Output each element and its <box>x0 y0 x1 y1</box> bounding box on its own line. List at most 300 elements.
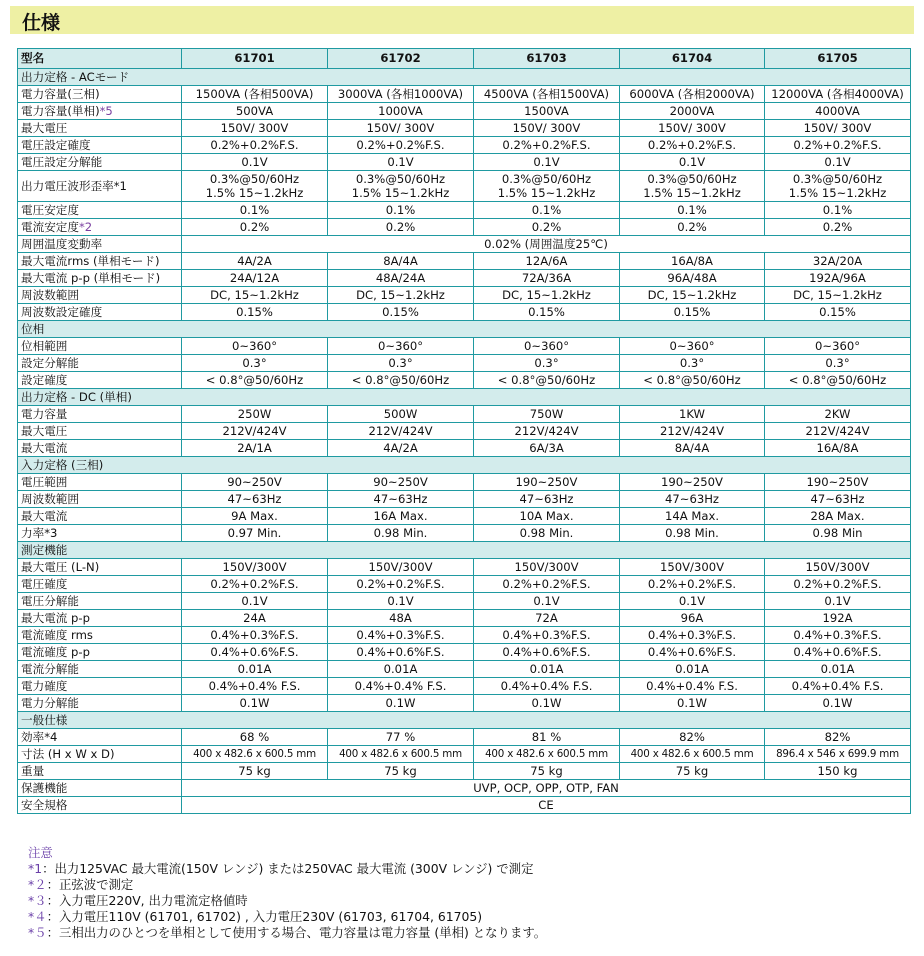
note-item <box>28 893 546 909</box>
table-cell <box>474 171 620 202</box>
table-cell: 150V/ 300V <box>474 120 620 137</box>
row-label-text: 最大電流 <box>21 441 68 455</box>
table-cell: 0.98 Min. <box>474 525 620 542</box>
table-cell: 75 kg <box>182 763 328 780</box>
table-cell: 16A Max. <box>328 508 474 525</box>
row-label <box>18 576 182 593</box>
table-cell: 0.4%+0.3%F.S. <box>328 627 474 644</box>
table-cell: 1000VA <box>328 103 474 120</box>
table-cell: 12000VA (各相4000VA) <box>765 86 911 103</box>
row-label <box>18 154 182 171</box>
row-label-text: 電圧設定分解能 <box>21 155 103 169</box>
table-row <box>18 508 911 525</box>
table-cell: DC, 15~1.2kHz <box>620 287 765 304</box>
table-cell: 0.01A <box>765 661 911 678</box>
table-cell: 90~250V <box>328 474 474 491</box>
table-cell: 0.3° <box>620 355 765 372</box>
table-cell: 0.3° <box>474 355 620 372</box>
row-label <box>18 219 182 236</box>
table-cell: 0.1V <box>474 154 620 171</box>
row-label <box>18 103 182 120</box>
row-label-text: 電流確度 p-p <box>21 645 90 659</box>
table-cell: 16A/8A <box>620 253 765 270</box>
cell-line: 0.3%@50/60Hz <box>355 172 446 186</box>
table-cell: 0.1W <box>328 695 474 712</box>
table-cell: 0.98 Min <box>765 525 911 542</box>
table-cell: 250W <box>182 406 328 423</box>
row-label-text: 出力電圧波形歪率*1 <box>21 179 127 193</box>
table-cell: 82% <box>620 729 765 746</box>
note-text: ：三相出力のひとつを単相として使用する場合、電力容量は電力容量 (単相) となります。 <box>46 925 547 940</box>
note-item <box>28 909 546 925</box>
table-cell: 32A/20A <box>765 253 911 270</box>
table-cell: 72A <box>474 610 620 627</box>
table-cell: 0.2% <box>474 219 620 236</box>
row-label-text: 電圧設定確度 <box>21 138 91 152</box>
table-row <box>18 576 911 593</box>
table-cell: 2A/1A <box>182 440 328 457</box>
table-cell: 1500VA (各相500VA) <box>182 86 328 103</box>
section-title: 測定機能 <box>18 542 911 559</box>
table-cell: 150 kg <box>765 763 911 780</box>
table-cell: 150V/300V <box>765 559 911 576</box>
table-row <box>18 593 911 610</box>
table-cell: 150V/ 300V <box>765 120 911 137</box>
table-cell: 0.15% <box>182 304 328 321</box>
row-label-text: 電力容量(単相) <box>21 104 100 118</box>
table-cell: 0.4%+0.6%F.S. <box>328 644 474 661</box>
table-row <box>18 627 911 644</box>
row-label <box>18 137 182 154</box>
table-row <box>18 137 911 154</box>
row-label-text: 寸法 (H x W x D) <box>21 747 115 761</box>
table-cell: 0.1W <box>474 695 620 712</box>
row-label-text: 力率*3 <box>21 526 58 540</box>
header-cell: 61704 <box>620 49 765 69</box>
section-title: 入力定格 (三相) <box>18 457 911 474</box>
header-cell: 型名 <box>18 49 182 69</box>
row-label-text: 電圧分解能 <box>21 594 79 608</box>
table-row <box>18 559 911 576</box>
table-cell: 0.2%+0.2%F.S. <box>620 137 765 154</box>
cell-line: 1.5% 15~1.2kHz <box>351 186 450 200</box>
header-row <box>18 49 911 69</box>
row-label-text: 電力確度 <box>21 679 68 693</box>
row-label <box>18 729 182 746</box>
table-cell <box>765 171 911 202</box>
table-cell: 0~360° <box>620 338 765 355</box>
table-cell: DC, 15~1.2kHz <box>328 287 474 304</box>
row-label-ref: *2 <box>78 220 93 234</box>
table-cell <box>182 171 328 202</box>
table-cell: 12A/6A <box>474 253 620 270</box>
section-title: 出力定格 - DC (単相) <box>18 389 911 406</box>
table-cell: 150V/ 300V <box>328 120 474 137</box>
table-cell: 0.02% (周囲温度25℃) <box>182 236 911 253</box>
table-cell: 47~63Hz <box>328 491 474 508</box>
table-row <box>18 372 911 389</box>
row-label-text: 保護機能 <box>21 781 68 795</box>
table-row <box>18 695 911 712</box>
row-label-ref: *5 <box>99 104 113 118</box>
table-cell: 150V/300V <box>474 559 620 576</box>
table-cell: 400 x 482.6 x 600.5 mm <box>328 746 474 763</box>
table-row <box>18 120 911 137</box>
table-cell: 68 % <box>182 729 328 746</box>
section-title: 出力定格 - ACモード <box>18 69 911 86</box>
table-cell: 47~63Hz <box>620 491 765 508</box>
row-label-text: 電流分解能 <box>21 662 79 676</box>
note-mark: *５ <box>28 925 47 940</box>
table-cell: 48A <box>328 610 474 627</box>
row-label <box>18 763 182 780</box>
table-cell: 0.1V <box>328 154 474 171</box>
table-cell: DC, 15~1.2kHz <box>765 287 911 304</box>
row-label <box>18 474 182 491</box>
table-cell: 0.1V <box>620 154 765 171</box>
table-row <box>18 780 911 797</box>
row-label-text: 最大電流 p-p (単相モード) <box>21 271 161 285</box>
header-cell: 61702 <box>328 49 474 69</box>
section-row <box>18 69 911 86</box>
note-text: ：出力125VAC 最大電流(150V レンジ) または250VAC 最大電流 (300V レンジ) で測定 <box>42 861 534 876</box>
table-cell: 47~63Hz <box>765 491 911 508</box>
cell-line: 1.5% 15~1.2kHz <box>497 186 596 200</box>
table-cell <box>328 171 474 202</box>
table-cell: 400 x 482.6 x 600.5 mm <box>182 746 328 763</box>
table-cell: 0.01A <box>328 661 474 678</box>
row-label <box>18 661 182 678</box>
table-cell: 0.3° <box>765 355 911 372</box>
table-cell: 0.4%+0.6%F.S. <box>474 644 620 661</box>
table-row <box>18 236 911 253</box>
table-cell: 150V/ 300V <box>620 120 765 137</box>
table-cell: 1KW <box>620 406 765 423</box>
table-row <box>18 746 911 763</box>
table-cell: 0.4%+0.6%F.S. <box>620 644 765 661</box>
row-label-text: 周波数設定確度 <box>21 305 103 319</box>
table-cell: 0.15% <box>765 304 911 321</box>
row-label-text: 効率*4 <box>21 730 58 744</box>
table-cell: 0.98 Min. <box>620 525 765 542</box>
row-label <box>18 236 182 253</box>
note-text: ：正弦波で測定 <box>46 877 134 892</box>
table-cell: 0.1W <box>182 695 328 712</box>
row-label-text: 最大電流 <box>21 509 68 523</box>
table-row <box>18 678 911 695</box>
table-cell: 75 kg <box>620 763 765 780</box>
table-row <box>18 154 911 171</box>
note-item <box>28 925 546 941</box>
table-cell: 0.2%+0.2%F.S. <box>765 137 911 154</box>
table-cell: 400 x 482.6 x 600.5 mm <box>620 746 765 763</box>
row-label <box>18 406 182 423</box>
row-label <box>18 423 182 440</box>
row-label <box>18 491 182 508</box>
row-label <box>18 695 182 712</box>
row-label-text: 最大電圧 (L-N) <box>21 560 100 574</box>
table-cell: 0.1% <box>328 202 474 219</box>
table-cell: 82% <box>765 729 911 746</box>
row-label <box>18 355 182 372</box>
table-cell: 9A Max. <box>182 508 328 525</box>
note-mark: *４ <box>28 909 47 924</box>
table-cell: 8A/4A <box>328 253 474 270</box>
table-cell <box>620 171 765 202</box>
table-cell: 150V/300V <box>328 559 474 576</box>
table-cell: 72A/36A <box>474 270 620 287</box>
table-cell: 750W <box>474 406 620 423</box>
table-cell: 190~250V <box>765 474 911 491</box>
table-cell: 150V/300V <box>182 559 328 576</box>
table-row <box>18 797 911 814</box>
table-cell: 0.2%+0.2%F.S. <box>328 576 474 593</box>
row-label-text: 電流確度 rms <box>21 628 93 642</box>
table-cell: 896.4 x 546 x 699.9 mm <box>765 746 911 763</box>
table-cell: 0.1V <box>328 593 474 610</box>
table-cell: 4A/2A <box>182 253 328 270</box>
table-cell: 0.98 Min. <box>328 525 474 542</box>
table-cell: 24A <box>182 610 328 627</box>
cell-line: 1.5% 15~1.2kHz <box>205 186 304 200</box>
table-row <box>18 406 911 423</box>
header-cell: 61703 <box>474 49 620 69</box>
table-cell: 0.4%+0.6%F.S. <box>765 644 911 661</box>
table-cell: UVP, OCP, OPP, OTP, FAN <box>182 780 911 797</box>
row-label <box>18 304 182 321</box>
table-cell: 77 % <box>328 729 474 746</box>
row-label-text: 重量 <box>21 764 45 778</box>
table-cell: 0.4%+0.4% F.S. <box>182 678 328 695</box>
table-cell: 0.1W <box>620 695 765 712</box>
table-cell: 81 % <box>474 729 620 746</box>
table-cell: 48A/24A <box>328 270 474 287</box>
table-cell: 0.1% <box>182 202 328 219</box>
row-label-text: 設定確度 <box>21 373 68 387</box>
row-label-text: 周波数範囲 <box>21 288 79 302</box>
table-cell: 212V/424V <box>620 423 765 440</box>
table-cell: 75 kg <box>328 763 474 780</box>
section-row <box>18 321 911 338</box>
note-mark: *２ <box>28 877 47 892</box>
table-cell: 500W <box>328 406 474 423</box>
row-label <box>18 797 182 814</box>
table-cell: 4A/2A <box>328 440 474 457</box>
table-cell: 0.1V <box>182 593 328 610</box>
table-cell: 212V/424V <box>328 423 474 440</box>
cell-line: 1.5% 15~1.2kHz <box>788 186 887 200</box>
table-row <box>18 171 911 202</box>
row-label-text: 周囲温度変動率 <box>21 237 103 251</box>
table-cell: 190~250V <box>620 474 765 491</box>
table-cell: 96A <box>620 610 765 627</box>
row-label <box>18 746 182 763</box>
table-cell: 0~360° <box>182 338 328 355</box>
note-mark: *３ <box>28 893 47 908</box>
table-cell: 0.1V <box>620 593 765 610</box>
table-cell: 0.4%+0.4% F.S. <box>474 678 620 695</box>
table-cell: 2KW <box>765 406 911 423</box>
table-cell: 0.2%+0.2%F.S. <box>474 576 620 593</box>
table-cell: 0.1V <box>765 154 911 171</box>
row-label-text: 最大電流 p-p <box>21 611 90 625</box>
row-label-text: 電流安定度 <box>21 220 79 234</box>
table-row <box>18 355 911 372</box>
table-cell: 0.1V <box>182 154 328 171</box>
table-row <box>18 219 911 236</box>
row-label <box>18 678 182 695</box>
section-title: 位相 <box>18 321 911 338</box>
spec-table <box>17 48 911 814</box>
table-cell: 212V/424V <box>182 423 328 440</box>
header-cell: 61705 <box>765 49 911 69</box>
row-label <box>18 287 182 304</box>
table-row <box>18 440 911 457</box>
table-cell: 500VA <box>182 103 328 120</box>
table-row <box>18 202 911 219</box>
table-row <box>18 729 911 746</box>
table-cell: 0.2% <box>328 219 474 236</box>
table-cell: 0.2% <box>182 219 328 236</box>
cell-line: 0.3%@50/60Hz <box>647 172 737 186</box>
table-cell: DC, 15~1.2kHz <box>182 287 328 304</box>
table-cell: 96A/48A <box>620 270 765 287</box>
table-cell: 0.01A <box>474 661 620 678</box>
table-cell: 6A/3A <box>474 440 620 457</box>
table-cell: < 0.8°@50/60Hz <box>328 372 474 389</box>
table-cell: 10A Max. <box>474 508 620 525</box>
table-row <box>18 287 911 304</box>
note-text: ：入力電圧220V, 出力電流定格値時 <box>46 893 248 908</box>
table-cell: < 0.8°@50/60Hz <box>182 372 328 389</box>
table-cell: 0.3° <box>182 355 328 372</box>
table-cell: 0.2%+0.2%F.S. <box>328 137 474 154</box>
row-label-text: 周波数範囲 <box>21 492 79 506</box>
row-label-text: 位相範囲 <box>21 339 68 353</box>
table-cell: 0.4%+0.3%F.S. <box>474 627 620 644</box>
table-cell: 0.97 Min. <box>182 525 328 542</box>
row-label-text: 安全規格 <box>21 798 68 812</box>
table-cell: 0.15% <box>474 304 620 321</box>
table-cell: 3000VA (各相1000VA) <box>328 86 474 103</box>
row-label-text: 最大電流rms (単相モード) <box>21 254 160 268</box>
row-label <box>18 253 182 270</box>
notes-title: 注意 <box>28 845 53 860</box>
table-row <box>18 270 911 287</box>
table-cell: 90~250V <box>182 474 328 491</box>
table-cell: 16A/8A <box>765 440 911 457</box>
table-cell: 0.2% <box>765 219 911 236</box>
section-row <box>18 457 911 474</box>
header-cell: 61701 <box>182 49 328 69</box>
table-cell: 192A <box>765 610 911 627</box>
table-cell: 0.1W <box>765 695 911 712</box>
table-row <box>18 610 911 627</box>
table-cell: 192A/96A <box>765 270 911 287</box>
section-row <box>18 389 911 406</box>
table-row <box>18 661 911 678</box>
row-label-text: 電力容量 <box>21 407 68 421</box>
table-cell: 400 x 482.6 x 600.5 mm <box>474 746 620 763</box>
table-cell: 0.2%+0.2%F.S. <box>182 137 328 154</box>
table-cell: 75 kg <box>474 763 620 780</box>
table-cell: 47~63Hz <box>182 491 328 508</box>
section-title: 一般仕様 <box>18 712 911 729</box>
table-cell: 0.2%+0.2%F.S. <box>765 576 911 593</box>
note-item <box>28 861 546 877</box>
row-label <box>18 372 182 389</box>
row-label <box>18 171 182 202</box>
table-cell: 2000VA <box>620 103 765 120</box>
section-row <box>18 712 911 729</box>
table-row <box>18 763 911 780</box>
page-title: 仕様 <box>22 12 61 34</box>
cell-line: 0.3%@50/60Hz <box>501 172 592 186</box>
row-label-text: 最大電圧 <box>21 121 68 135</box>
row-label-text: 電圧安定度 <box>21 203 79 217</box>
table-row <box>18 491 911 508</box>
table-cell: 0.2%+0.2%F.S. <box>474 137 620 154</box>
table-cell: 0.1V <box>474 593 620 610</box>
table-cell: 0.4%+0.4% F.S. <box>328 678 474 695</box>
table-cell: 190~250V <box>474 474 620 491</box>
table-cell: 6000VA (各相2000VA) <box>620 86 765 103</box>
table-cell: < 0.8°@50/60Hz <box>765 372 911 389</box>
table-cell: 150V/300V <box>620 559 765 576</box>
table-cell: 14A Max. <box>620 508 765 525</box>
table-cell: 0.4%+0.3%F.S. <box>620 627 765 644</box>
row-label-text: 電力分解能 <box>21 696 79 710</box>
table-cell: 0.1% <box>765 202 911 219</box>
row-label <box>18 440 182 457</box>
row-label-text: 最大電圧 <box>21 424 68 438</box>
cell-line: 1.5% 15~1.2kHz <box>643 186 741 200</box>
table-cell: 0.15% <box>328 304 474 321</box>
notes <box>28 845 546 941</box>
cell-line: 0.3%@50/60Hz <box>209 172 300 186</box>
row-label <box>18 780 182 797</box>
table-cell: 28A Max. <box>765 508 911 525</box>
table-cell: 212V/424V <box>765 423 911 440</box>
table-cell: 212V/424V <box>474 423 620 440</box>
row-label <box>18 508 182 525</box>
row-label <box>18 120 182 137</box>
table-row <box>18 103 911 120</box>
table-row <box>18 304 911 321</box>
row-label <box>18 627 182 644</box>
table-cell: 0.2%+0.2%F.S. <box>620 576 765 593</box>
row-label-text: 電圧確度 <box>21 577 68 591</box>
table-row <box>18 644 911 661</box>
note-text: ：入力電圧110V (61701, 61702) , 入力電圧230V (61703, 61704, 61705) <box>46 909 483 924</box>
table-cell: 0.2%+0.2%F.S. <box>182 576 328 593</box>
table-cell: 4000VA <box>765 103 911 120</box>
row-label <box>18 86 182 103</box>
table-cell: 0.01A <box>182 661 328 678</box>
row-label <box>18 338 182 355</box>
table-cell: 150V/ 300V <box>182 120 328 137</box>
table-cell: 0.4%+0.4% F.S. <box>765 678 911 695</box>
cell-line: 0.3%@50/60Hz <box>792 172 883 186</box>
row-label <box>18 525 182 542</box>
table-cell: 47~63Hz <box>474 491 620 508</box>
row-label <box>18 593 182 610</box>
table-cell: 0.1V <box>765 593 911 610</box>
title-bar <box>10 6 914 34</box>
row-label <box>18 610 182 627</box>
table-row <box>18 338 911 355</box>
table-cell: 0.1% <box>620 202 765 219</box>
